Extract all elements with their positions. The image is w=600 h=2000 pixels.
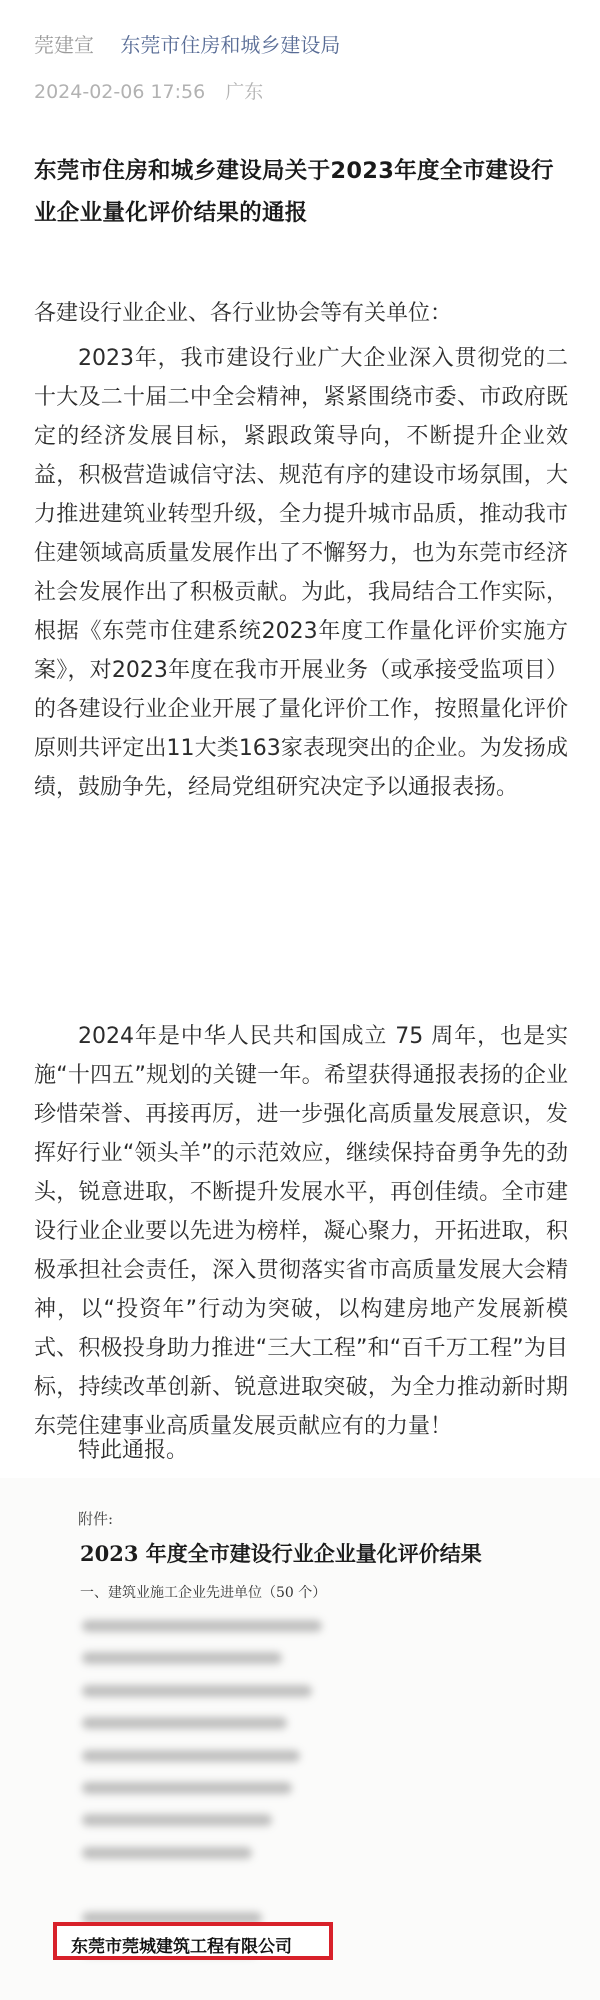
article-title: 东莞市住房和城乡建设局关于2023年度全市建设行业企业量化评价结果的通报 <box>34 158 554 226</box>
body-paragraph-2: 2024年是中华人民共和国成立 75 周年，也是实施“十四五”规划的关键一年。希望获得通报表扬的企业珍惜荣誉、再接再厉，进一步强化高质量发展意识，发挥好行业“领头羊”的示范效应，继续保持奋勇争先的劲头，锐意进取，不断提升发展水平，再创佳绩。全市建设行业企业要以先进为榜样，凝心聚力，开拓进取，积极承担社会责任，深入贯彻落实省市高质量发展大会精神，以“投资年”行动为突破，以构建房地产发展新模式、积极投身助力推进“三大工程”和“百千万工程”为目标，持续改革创新、锐意进取突破，为全力推动新时期东莞住建事业高质量发展贡献应有的力量！ <box>34 1024 568 1439</box>
blurred-list-item <box>82 1837 382 1869</box>
blurred-list-item <box>82 1675 382 1707</box>
blurred-company-list <box>82 1610 382 1966</box>
blurred-list-item <box>82 1869 382 1901</box>
publish-info <box>34 78 263 106</box>
attachment-label: 附件: <box>78 1510 114 1528</box>
highlighted-company-name: 东莞市莞城建筑工程有限公司 <box>71 1937 292 1957</box>
author-name: 莞建宣 <box>34 33 94 57</box>
attachment-title: 2023 年度全市建设行业企业量化评价结果 <box>80 1541 482 1566</box>
blurred-list-item <box>82 1772 382 1804</box>
closing-line: 特此通报。 <box>78 1438 189 1463</box>
blurred-list-item <box>82 1740 382 1772</box>
blurred-list-item <box>82 1642 382 1674</box>
article-meta <box>34 30 340 60</box>
attachment-image[interactable] <box>0 1478 600 2000</box>
attachment-section-heading: 一、建筑业施工企业先进单位（50 个） <box>80 1585 327 1601</box>
publish-datetime: 2024-02-06 17:56 <box>34 81 206 103</box>
blurred-list-item <box>82 1804 382 1836</box>
publish-location: 广东 <box>225 81 264 103</box>
blurred-list-item <box>82 1707 382 1739</box>
blurred-list-item <box>82 1610 382 1642</box>
body-paragraph-1: 2023年，我市建设行业广大企业深入贯彻党的二十大及二十届二中全会精神，紧紧围绕市委、市政府既定的经济发展目标，紧跟政策导向，不断提升企业效益，积极营造诚信守法、规范有序的建设市场氛围，大力推进建筑业转型升级，全力提升城市品质，推动我市住建领域高质量发展作出了不懈努力，也为东莞市经济社会发展作出了积极贡献。为此，我局结合工作实际，根据《东莞市住建系统2023年度工作量化评价实施方案》，对2023年度在我市开展业务（或承接受监项目）的各建设行业企业开展了量化评价工作，按照量化评价原则共评定出11大类163家表现突出的企业。为发扬成绩，鼓励争先，经局党组研究决定予以通报表扬。 <box>34 346 568 800</box>
salutation: 各建设行业企业、各行业协会等有关单位： <box>34 301 453 326</box>
account-name-link[interactable]: 东莞市住房和城乡建设局 <box>120 33 341 57</box>
highlighted-company-box <box>53 1922 333 1960</box>
